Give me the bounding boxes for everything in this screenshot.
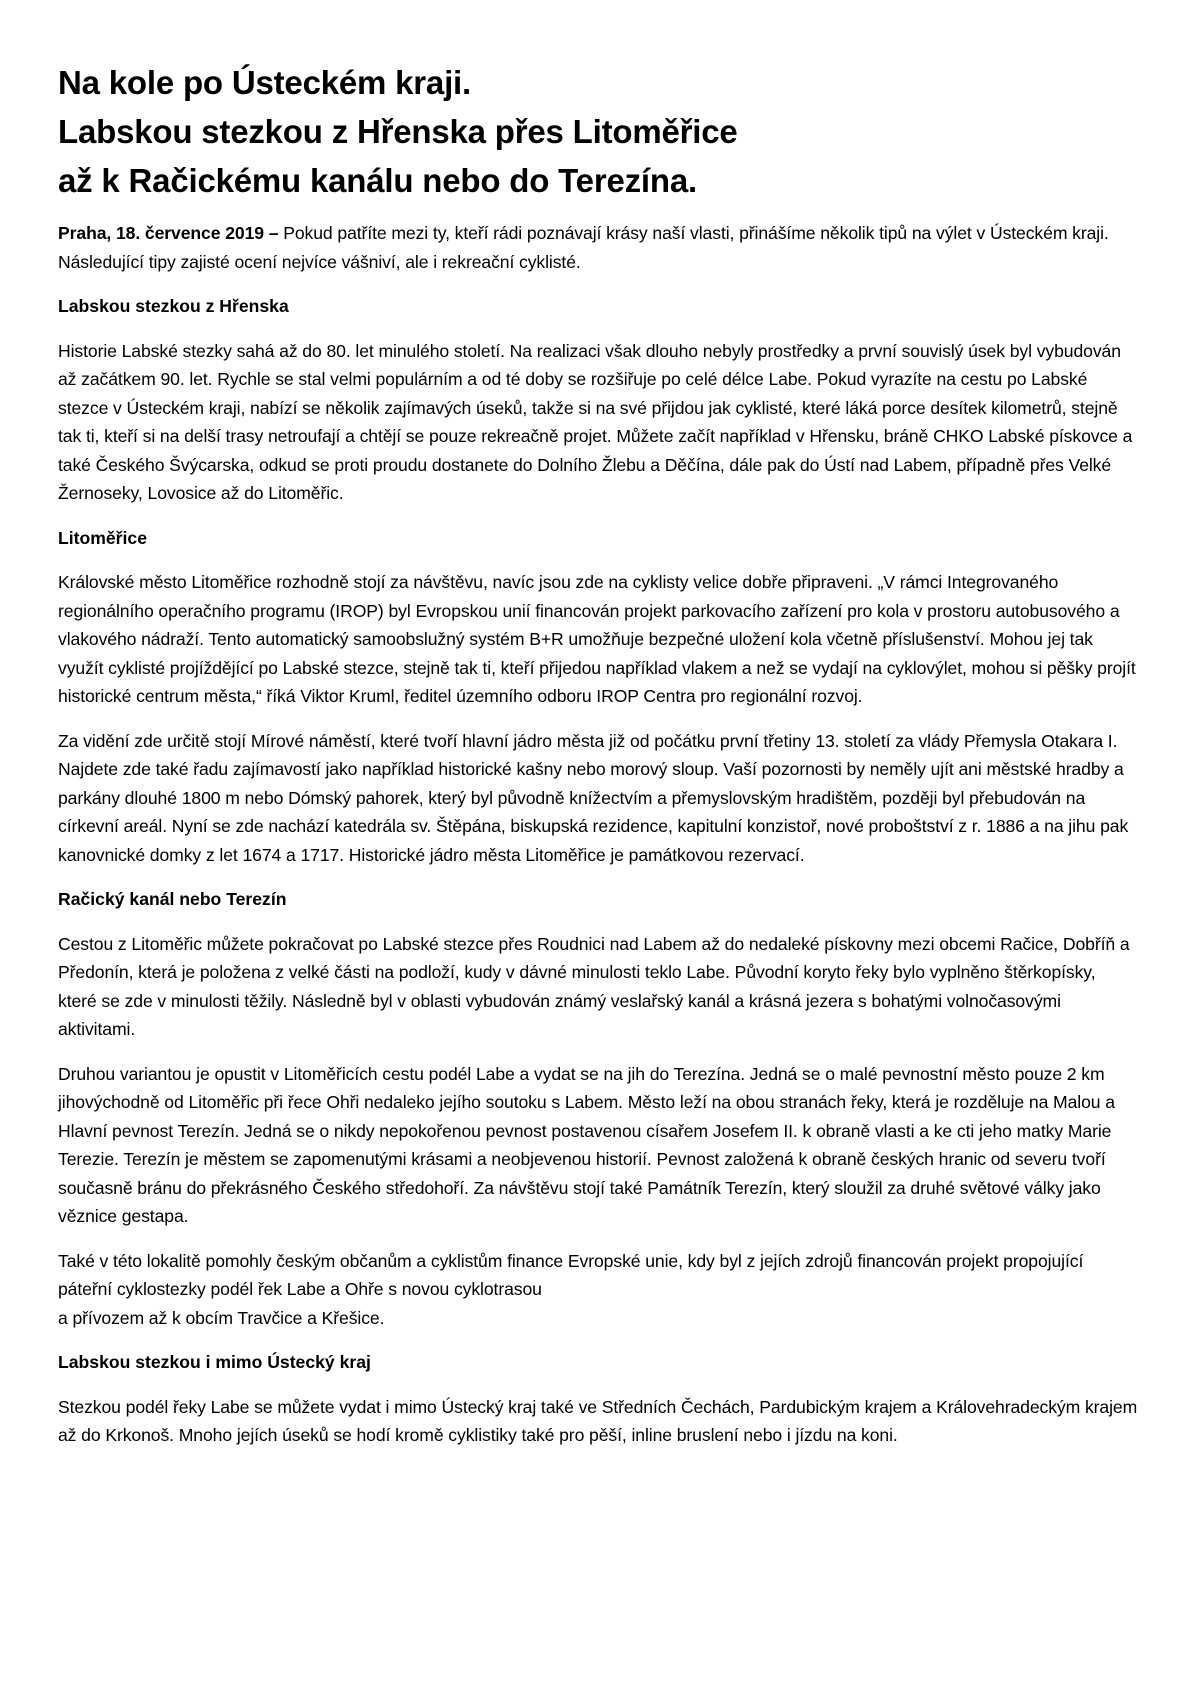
article-title-line-2: Labskou stezkou z Hřenska přes Litoměřice <box>58 113 738 150</box>
article-title-line-3: až k Račickému kanálu nebo do Terezína. <box>58 162 697 199</box>
paragraph-racice-terezin-3 <box>58 1247 1138 1333</box>
document-page <box>58 58 1138 1466</box>
paragraph-mimo-ustecky-kraj-1: Stezkou podél řeky Labe se můžete vydat i mimo Ústecký kraj také ve Středních Čechách, Pardubickým krajem a Královehradeckým krajem až do Krkonoš. Mnoho jejích úseků se hodí kromě cyklistiky také pro pěší, inline bruslení nebo i jízdu na koni. <box>58 1396 1138 1445</box>
article-title <box>58 58 1138 205</box>
dateline: Praha, 18. července 2019 – <box>58 223 279 243</box>
paragraph-racice-terezin-3-line-1: Také v této lokalitě pomohly českým občanům a cyklistům finance Evropské unie, kdy byl z jejích zdrojů financován projekt propojující páteřní cyklostezky podél řek Labe a Ohře s novou cyklotrasou <box>58 1250 1084 1299</box>
section-heading-hrensko: Labskou stezkou z Hřenska <box>58 296 289 316</box>
paragraph-litomerice-1: Královské město Litoměřice rozhodně stojí za návštěvu, navíc jsou zde na cyklisty velice dobře připraveni. „V rámci Integrovaného regionálního operačního programu (IROP) byl Evropskou unií financován projekt parkovacího zařízení pro kola v prostoru autobusového a vlakového nádraží. Tento automatický samoobslužný systém B+R umožňuje bezpečné uložení kola včetně příslušenství. Mohou jej tak využít cyklisté projíždějící po Labské stezce, stejně tak ti, kteří přijedou například vlakem a než se vydají na cyklovýlet, mohou si pěšky projít historické centrum města,“ říká Viktor Kruml, ředitel územního odboru IROP Centra pro regionální rozvoj. <box>58 572 1136 706</box>
article-title-line-1: Na kole po Ústeckém kraji. <box>58 64 471 101</box>
lead-paragraph <box>58 219 1138 276</box>
section-heading-mimo-ustecky-kraj: Labskou stezkou i mimo Ústecký kraj <box>58 1352 371 1372</box>
paragraph-racice-terezin-2: Druhou variantou je opustit v Litoměřicích cestu podél Labe a vydat se na jih do Terezína. Jedná se o malé pevnostní město pouze 2 km jihovýchodně od Litoměřic při řece Ohři nedaleko jejího soutoku s Labem. Město leží na obou stranách řeky, která je rozděluje na Malou a Hlavní pevnost Terezín. Jedná se o nikdy nepokořenou pevnost postavenou císařem Josefem II. k obraně vlasti a ke cti jeho matky Marie Terezie. Terezín je městem se zapomenutými krásami a neobjevenou historií. Pevnost založená k obraně českých hranic od severu tvoří současně bránu do překrásného Českého středohoří. Za návštěvu stojí také Památník Terezín, který sloužil za druhé světové války jako věznice gestapa. <box>58 1063 1115 1226</box>
paragraph-litomerice-2: Za vidění zde určitě stojí Mírové náměstí, které tvoří hlavní jádro města již od počátku první třetiny 13. století za vlády Přemysla Otakara I. Najdete zde také řadu zajímavostí jako například historické kašny nebo morový sloup. Vaší pozornosti by neměly ujít ani městské hradby a parkány dlouhé 1800 m nebo Dómský pahorek, který byl původně knížectvím a přemyslovským hradištěm, později byl přebudován na církevní areál. Nyní se zde nachází katedrála sv. Štěpána, biskupská rezidence, kapitulní konzistoř, nové proboštství z r. 1886 a na jihu pak kanovnické domky z let 1674 a 1717. Historické jádro města Litoměřice je památkovou rezervací. <box>58 730 1129 865</box>
paragraph-racice-terezin-3-line-2: a přívozem až k obcím Travčice a Křešice. <box>58 1307 385 1328</box>
section-heading-litomerice: Litoměřice <box>58 527 147 548</box>
lead-text: Pokud patříte mezi ty, kteří rádi poznávají krásy naší vlasti, přinášíme několik tipů na výlet v Ústeckém kraji. Následující tipy zajisté ocení nejvíce vášniví, ale i rekreační cyklisté. <box>58 223 1109 272</box>
paragraph-hrensko-1: Historie Labské stezky sahá až do 80. let minulého století. Na realizaci však dlouho nebyly prostředky a první souvislý úsek byl vybudován až začátkem 90. let. Rychle se stal velmi populárním a od té doby se rozšiřuje po celé délce Labe. Pokud vyrazíte na cestu po Labské stezce v Ústeckém kraji, nabízí se několik zajímavých úseků, takže si na své přijdou jak cyklisté, které láká porce desítek kilometrů, stejně tak ti, kteří si na delší trasy netroufají a chtějí se pouze rekreačně projet. Můžete začít například v Hřensku, bráně CHKO Labské pískovce a také Českého Švýcarska, odkud se proti proudu dostanete do Dolního Žlebu a Děčína, dále pak do Ústí nad Labem, případně přes Velké Žernoseky, Lovosice až do Litoměřic. <box>58 340 1133 503</box>
section-heading-racice-terezin: Račický kanál nebo Terezín <box>58 889 287 909</box>
paragraph-racice-terezin-1: Cestou z Litoměřic můžete pokračovat po Labské stezce přes Roudnici nad Labem až do nedaleké pískovny mezi obcemi Račice, Dobříň a Předonín, která je položena z velké části na podloží, kudy v dávné minulosti teklo Labe. Původní koryto řeky bylo vyplněno štěrkopísky, které se zde v minulosti těžily. Následně byl v oblasti vybudován známý veslařský kanál a krásná jezera s bohatými volnočasovými aktivitami. <box>58 933 1130 1039</box>
